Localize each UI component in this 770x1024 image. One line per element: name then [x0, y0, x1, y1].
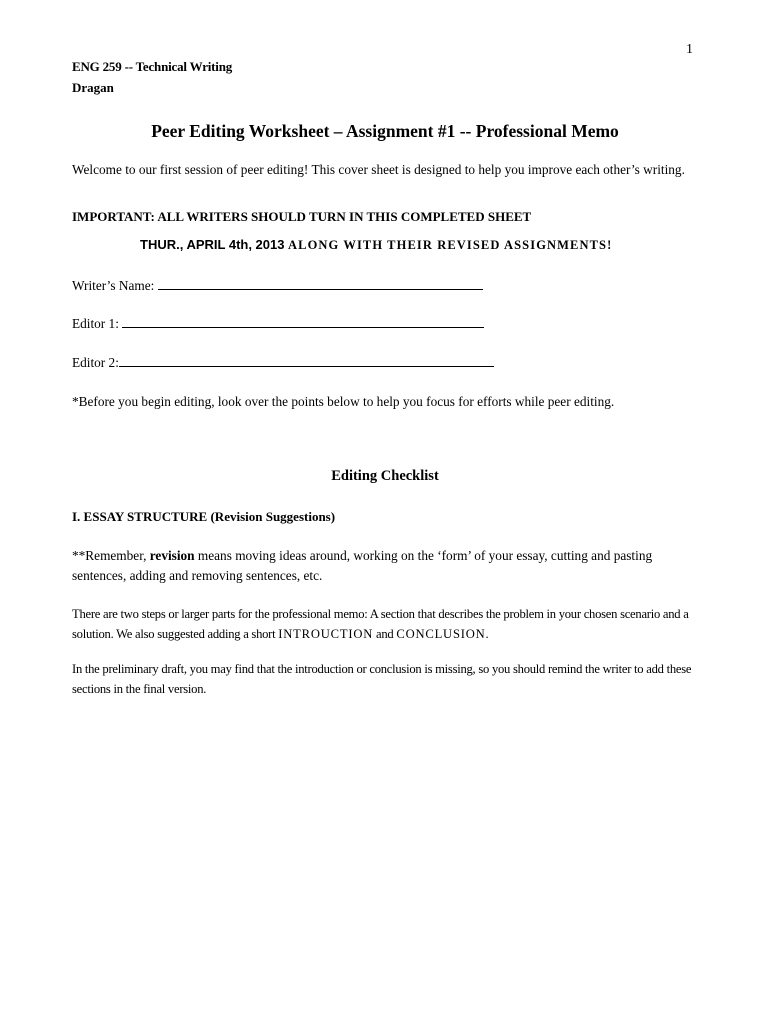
instructor-name: Dragan	[72, 80, 114, 95]
page-title: Peer Editing Worksheet – Assignment #1 -- Professional Memo	[151, 121, 619, 141]
revision-reminder-prefix: **Remember,	[72, 548, 150, 563]
editor1-label: Editor 1:	[72, 316, 123, 331]
memo-parts-end: .	[485, 627, 489, 641]
writer-name-label: Writer’s Name:	[72, 278, 158, 293]
editor2-label: Editor 2:	[72, 355, 119, 370]
important-notice: IMPORTANT: ALL WRITERS SHOULD TURN IN THIS COMPLETED SHEET	[72, 209, 532, 224]
before-editing-note: *Before you begin editing, look over the points below to help you focus for efforts while peer editing.	[72, 394, 615, 409]
revision-keyword: revision	[149, 548, 195, 563]
revision-reminder-suffix: means moving ideas around, working on the ‘form’ of your essay, cutting and pasting sentences, adding and removing sentences, etc.	[72, 548, 653, 583]
course-name: ENG 259 -- Technical Writing	[72, 59, 233, 74]
deadline-rest: ALONG WITH THEIR REVISED ASSIGNMENTS!	[284, 238, 613, 252]
writer-name-field[interactable]	[72, 277, 483, 294]
essay-structure-heading: I. ESSAY STRUCTURE (Revision Suggestions)	[72, 509, 336, 524]
memo-parts-paragraph	[72, 604, 702, 644]
introduction-word: INTROUCTION	[278, 627, 374, 641]
intro-paragraph: Welcome to our first session of peer editing! This cover sheet is designed to help you improve each other’s writing.	[72, 162, 685, 177]
editor2-blank[interactable]	[119, 354, 494, 367]
deadline-line	[140, 237, 612, 253]
page-number: 1	[686, 42, 693, 57]
preliminary-draft-paragraph: In the preliminary draft, you may find that the introduction or conclusion is missing, so you should remind the writer to add these sections in the final version.	[72, 662, 692, 696]
deadline-date: THUR., APRIL 4th, 2013	[140, 237, 285, 252]
editor1-blank[interactable]	[122, 315, 484, 328]
revision-reminder	[72, 546, 702, 586]
checklist-title: Editing Checklist	[331, 468, 439, 484]
memo-parts-text: There are two steps or larger parts for the professional memo: A section that describes the problem in your chosen scenario and a solution. We also suggested adding a short	[72, 607, 689, 641]
editor2-field[interactable]	[72, 354, 494, 371]
writer-name-blank[interactable]	[158, 277, 483, 290]
conclusion-word: CONCLUSION	[396, 627, 486, 641]
memo-parts-and: and	[373, 627, 397, 641]
editor1-field[interactable]	[72, 315, 484, 332]
